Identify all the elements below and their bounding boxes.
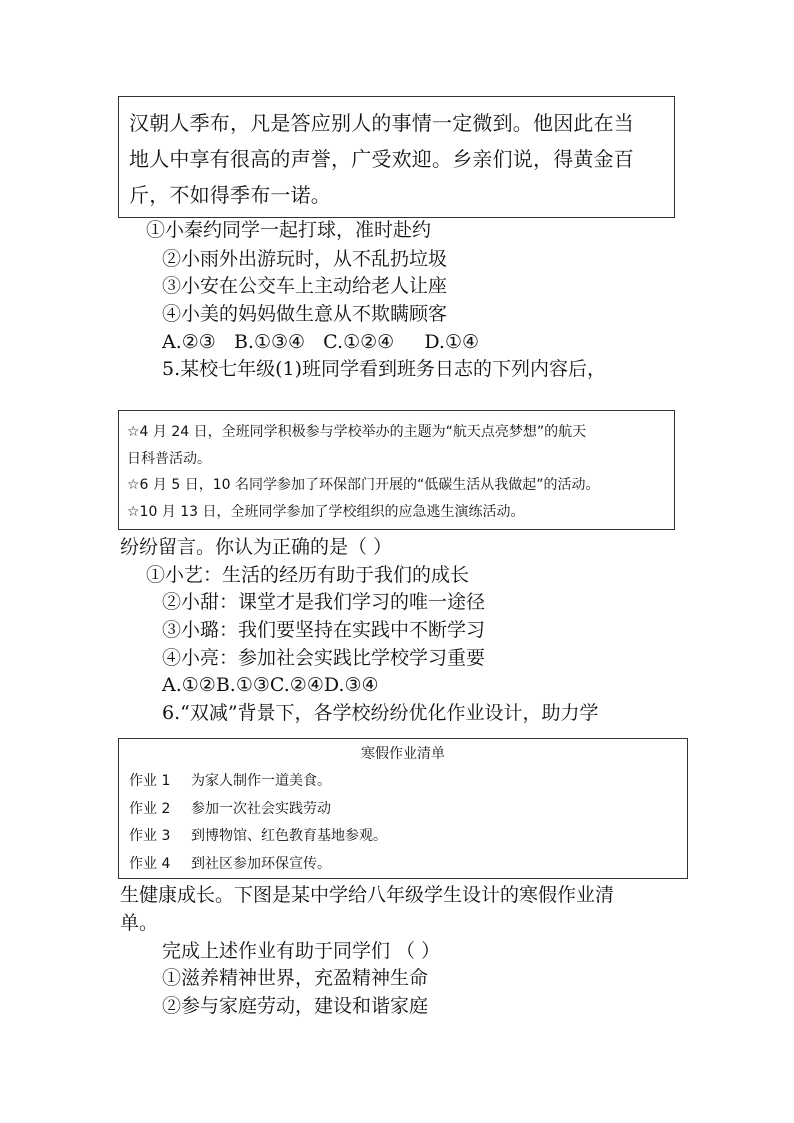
homework-row	[129, 823, 677, 851]
story-line: 斤，不如得季布一诺。	[129, 183, 331, 207]
q4-option-4: ④小美的妈妈做生意从不欺瞒顾客	[162, 303, 448, 325]
q5-stem: 5.某校七年级(1)班同学看到班务日志的下列内容后，	[162, 358, 607, 380]
q5-option-1: ①小艺：生活的经历有助于我们的成长	[146, 564, 470, 586]
diary-line: 日科普活动。	[127, 450, 211, 467]
q4-option-2: ②小雨外出游玩时，从不乱扔垃圾	[162, 248, 448, 270]
q4-option-3: ③小安在公交车上主动给老人让座	[162, 275, 448, 297]
q6-prompt: 完成上述作业有助于同学们 （ ）	[162, 940, 441, 962]
homework-text: 到社区参加环保宣传。	[191, 855, 331, 872]
story-line: 地人中享有很高的声誉，广受欢迎。乡亲们说，得黄金百	[129, 147, 634, 171]
story-box	[118, 96, 675, 218]
q4-choices: A.②③ B.①③④ C.①②④ D.①④	[162, 331, 480, 353]
winter-homework-box	[118, 738, 688, 879]
q6-stem-continued: 生健康成长。下图是某中学给八年级学生设计的寒假作业清	[120, 884, 615, 906]
q6-option-2: ②参与家庭劳动，建设和谐家庭	[162, 995, 429, 1017]
q5-stem-continued: 纷纷留言。你认为正确的是（ ）	[120, 536, 393, 558]
story-line: 汉朝人季布，凡是答应别人的事情一定微到。他因此在当	[129, 111, 634, 135]
q6-stem-continued: 单。	[120, 912, 159, 934]
q4-option-1: ①小秦约同学一起打球，准时赴约	[146, 219, 432, 241]
homework-tag: 作业 4	[129, 855, 171, 872]
homework-row	[129, 851, 677, 879]
homework-text: 为家人制作一道美食。	[191, 773, 331, 789]
homework-tag: 作业 2	[129, 800, 171, 817]
q6-stem: 6.“双减”背景下，各学校纷纷优化作业设计，助力学	[162, 702, 599, 724]
homework-text: 参加一次社会实践劳动	[191, 800, 331, 817]
homework-row	[129, 768, 677, 796]
class-diary-box	[118, 410, 675, 530]
diary-line: ☆6 月 5 日，10 名同学参加了环保部门开展的“低碳生活从我做起”的活动。	[127, 477, 600, 493]
diary-line: ☆4 月 24 日，全班同学积极参与学校举办的主题为“航天点亮梦想”的航天	[127, 424, 587, 440]
q5-choices: A.①②B.①③C.②④D.③④	[162, 674, 379, 696]
q5-option-3: ③小璐：我们要坚持在实践中不断学习	[162, 619, 486, 641]
q6-option-1: ①滋养精神世界，充盈精神生命	[162, 967, 429, 989]
homework-row	[129, 796, 677, 824]
q5-option-4: ④小亮：参加社会实践比学校学习重要	[162, 647, 486, 669]
homework-text: 到博物馆、红色教育基地参观。	[191, 828, 387, 844]
q5-option-2: ②小甜：课堂才是我们学习的唯一途径	[162, 591, 486, 613]
homework-tag: 作业 1	[129, 773, 171, 789]
diary-line: ☆10 月 13 日，全班同学参加了学校组织的应急逃生演练活动。	[127, 503, 525, 520]
homework-tag: 作业 3	[129, 828, 171, 844]
homework-title: 寒假作业清单	[361, 746, 445, 762]
